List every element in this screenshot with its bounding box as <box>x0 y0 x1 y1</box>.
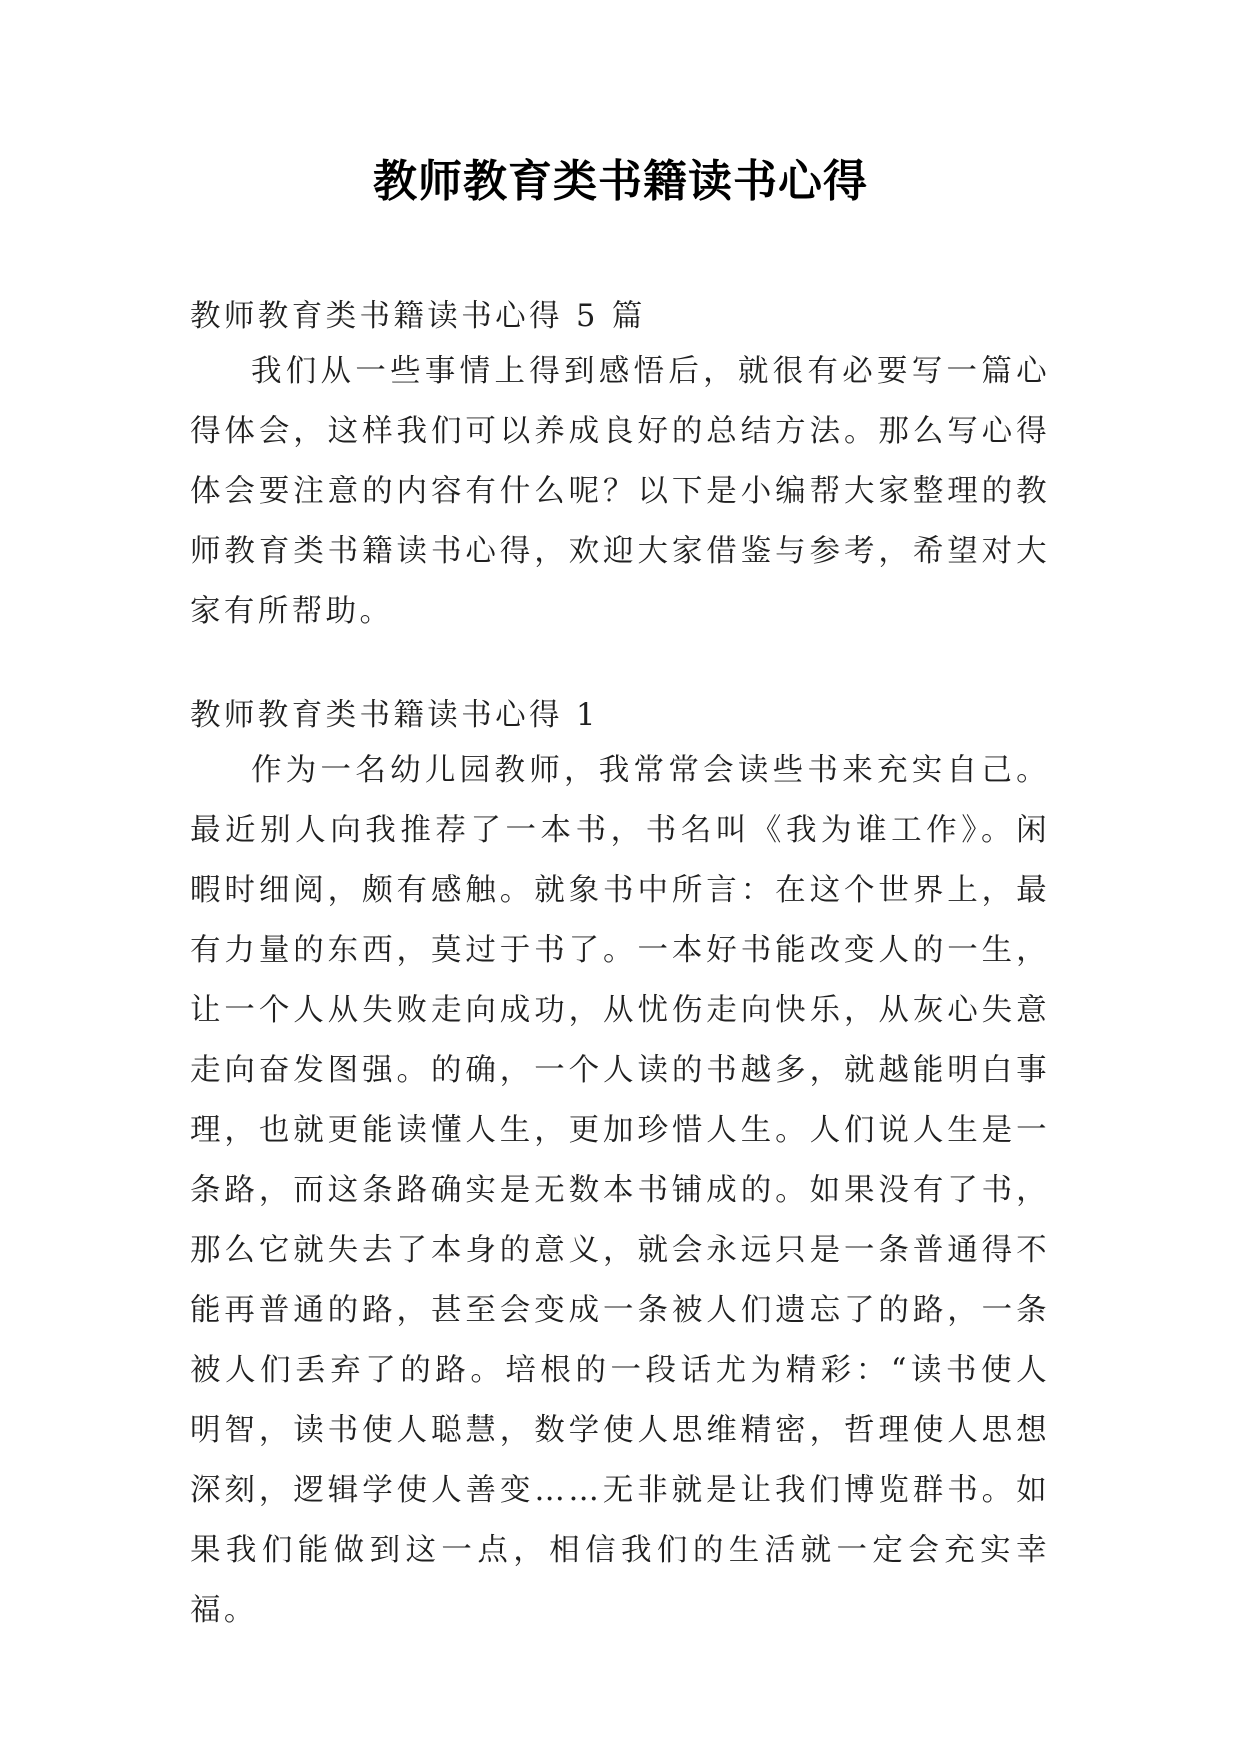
section-heading: 教师教育类书籍读书心得 1 <box>190 698 599 733</box>
section-paragraph: 作为一名幼儿园教师，我常常会读些书来充实自己。最近别人向我推荐了一本书，书名叫《我为谁工作》。闲暇时细阅，颇有感触。就象书中所言：在这个世界上，最有力量的东西，莫过于书了。一本好书能改变人的一生，让一个人从失败走向成功，从忧伤走向快乐，从灰心失意走向奋发图强。的确，一个人读的书越多，就越能明白事理，也就更能读懂人生，更加珍惜人生。人们说人生是一条路，而这条路确实是无数本书铺成的。如果没有了书，那么它就失去了本身的意义，就会永远只是一条普通得不能再普通的路，甚至会变成一条被人们遗忘了的路，一条被人们丢弃了的路。培根的一段话尤为精彩：“读书使人明智，读书使人聪慧，数学使人思维精密，哲理使人思想深刻，逻辑学使人善变……无非就是让我们博览群书。如果我们能做到这一点，相信我们的生活就一定会充实幸福。 <box>190 753 1050 1628</box>
document-subtitle: 教师教育类书籍读书心得 5 篇 <box>190 299 646 334</box>
intro-paragraph: 我们从一些事情上得到感悟后，就很有必要写一篇心得体会，这样我们可以养成良好的总结方法。那么写心得体会要注意的内容有什么呢？以下是小编帮大家整理的教师教育类书籍读书心得，欢迎大家借鉴与参考，希望对大家有所帮助。 <box>190 354 1050 629</box>
document-title: 教师教育类书籍读书心得 <box>373 156 868 207</box>
